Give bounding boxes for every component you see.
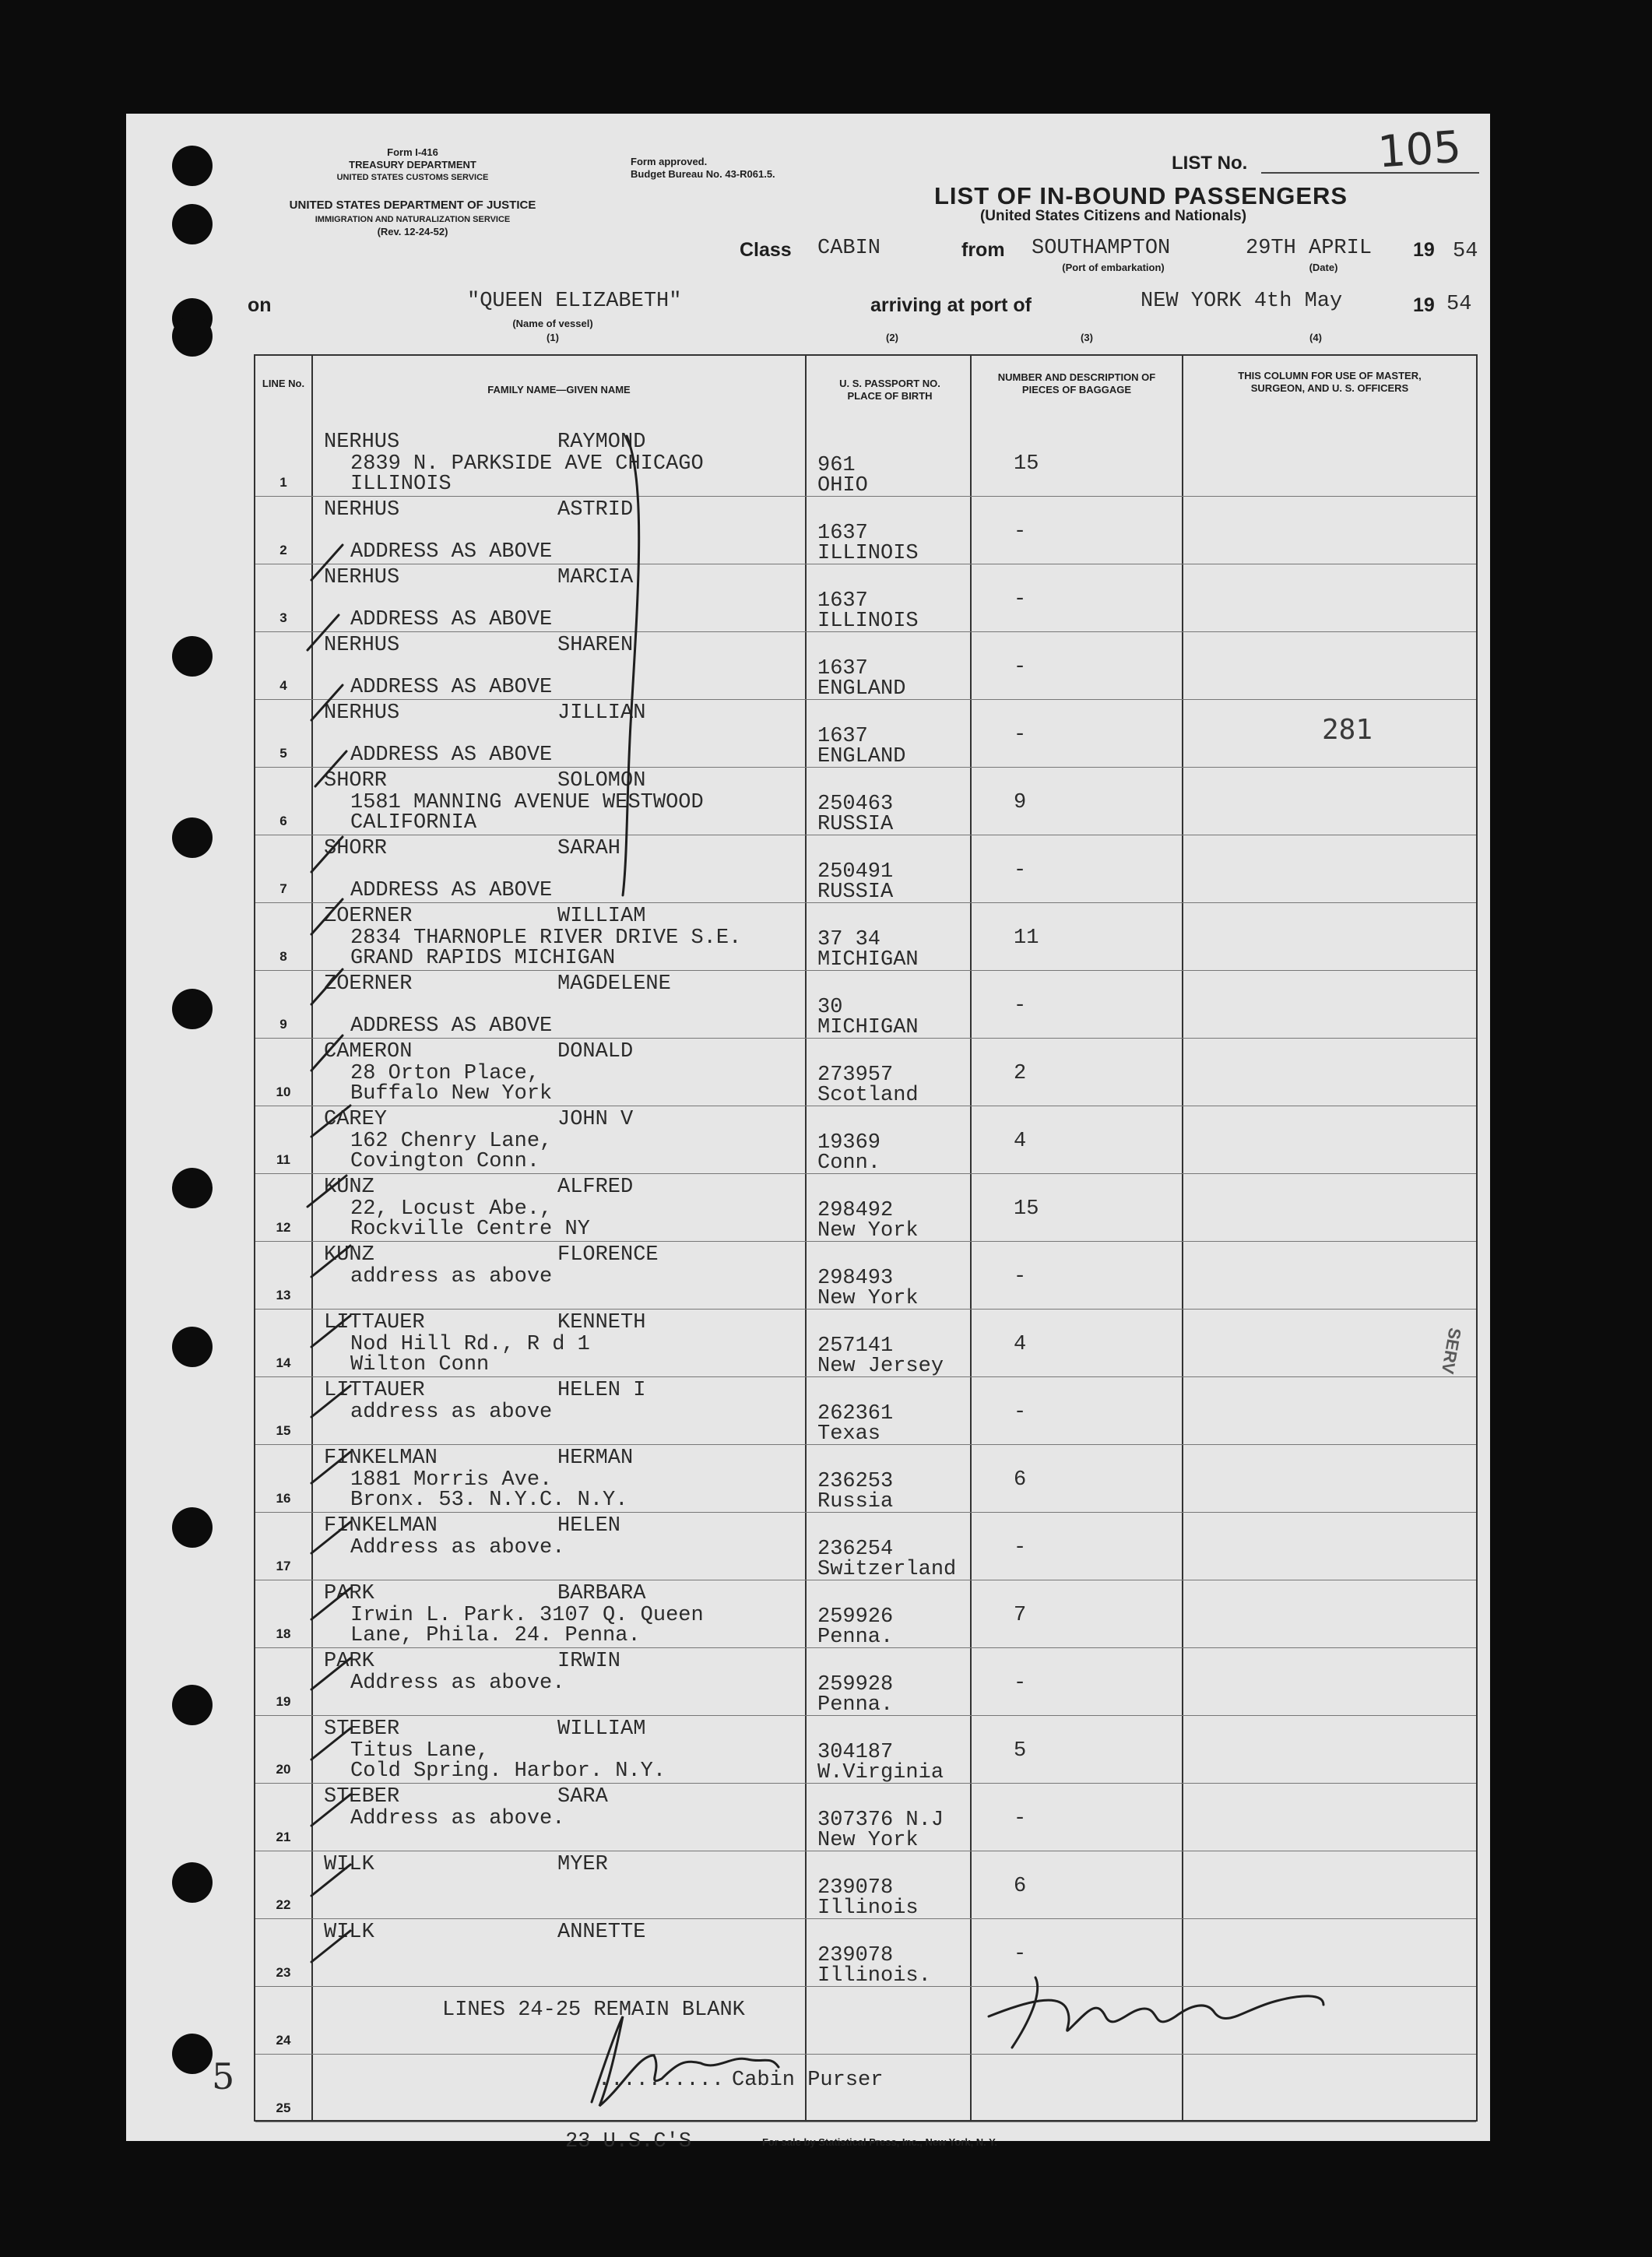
family-name: PARK bbox=[324, 1582, 374, 1605]
given-name: JILLIAN bbox=[557, 701, 646, 725]
passport-number: 250491 bbox=[817, 860, 894, 884]
baggage-count: - bbox=[1014, 656, 1027, 679]
address-line-1: 162 Chenry Lane, bbox=[350, 1130, 553, 1153]
table-row bbox=[255, 1987, 1476, 2055]
family-name: WILK bbox=[324, 1921, 374, 1944]
baggage-count: - bbox=[1014, 859, 1027, 882]
family-name: ZOERNER bbox=[324, 972, 413, 996]
line-number: 19 bbox=[276, 1694, 291, 1709]
arrival-port-value: NEW YORK 4th May bbox=[1141, 290, 1343, 313]
header-passport: U. S. PASSPORT NO. PLACE OF BIRTH bbox=[839, 378, 940, 402]
binder-hole bbox=[172, 1862, 213, 1903]
family-name: KUNZ bbox=[324, 1176, 374, 1199]
on-label: on bbox=[248, 294, 272, 316]
binder-hole bbox=[172, 1168, 213, 1208]
address-line-1: 2834 THARNOPLE RIVER DRIVE S.E. bbox=[350, 926, 742, 950]
passport-number: 257141 bbox=[817, 1334, 894, 1358]
vessel-name-label: (Name of vessel) bbox=[512, 318, 593, 329]
line-number: 7 bbox=[279, 881, 287, 896]
family-name: WILK bbox=[324, 1853, 374, 1876]
family-name: STEBER bbox=[324, 1785, 400, 1809]
passport-number: 1637 bbox=[817, 657, 868, 680]
line-number: 22 bbox=[276, 1897, 291, 1912]
line-number: 4 bbox=[279, 678, 287, 693]
place-of-birth: New York bbox=[817, 1219, 919, 1243]
passport-number: 239078 bbox=[817, 1876, 894, 1900]
table-row bbox=[255, 1310, 1476, 1377]
family-name: FINKELMAN bbox=[324, 1447, 438, 1470]
family-name: NERHUS bbox=[324, 566, 400, 589]
line-number: 5 bbox=[279, 746, 287, 761]
baggage-count: - bbox=[1014, 723, 1027, 747]
purser-dots: .......... bbox=[598, 2069, 725, 2092]
embarkation-port-label: (Port of embarkation) bbox=[1062, 262, 1165, 273]
place-of-birth: RUSSIA bbox=[817, 881, 894, 904]
family-name: STEBER bbox=[324, 1717, 400, 1741]
address-line-2: Wilton Conn bbox=[350, 1353, 490, 1376]
address-line-1: 22, Locust Abe., bbox=[350, 1197, 553, 1221]
baggage-count: 11 bbox=[1014, 926, 1039, 950]
officer-number: 281 bbox=[1322, 714, 1373, 746]
line-number: 8 bbox=[279, 949, 287, 964]
table-row bbox=[255, 1784, 1476, 1851]
line-number: 14 bbox=[276, 1355, 291, 1370]
header-line-no: LINE No. bbox=[262, 378, 305, 389]
place-of-birth: ENGLAND bbox=[817, 677, 906, 701]
binder-hole bbox=[172, 817, 213, 858]
address-line-1: 28 Orton Place, bbox=[350, 1062, 540, 1085]
passport-number: 304187 bbox=[817, 1741, 894, 1764]
place-of-birth: Penna. bbox=[817, 1626, 894, 1649]
place-of-birth: MICHIGAN bbox=[817, 1016, 919, 1039]
header-officers: THIS COLUMN FOR USE OF MASTER, SURGEON, AND U. S. OFFICERS bbox=[1238, 370, 1422, 394]
given-name: ASTRID bbox=[557, 498, 634, 522]
header-family-name: FAMILY NAME—GIVEN NAME bbox=[487, 384, 631, 396]
column-number-1: (1) bbox=[547, 332, 559, 343]
table-row bbox=[255, 497, 1476, 564]
line-number: 1 bbox=[279, 475, 287, 490]
document-subtitle: (United States Citizens and Nationals) bbox=[979, 208, 1247, 224]
place-of-birth: Conn. bbox=[817, 1151, 881, 1175]
given-name: DONALD bbox=[557, 1040, 634, 1063]
binder-hole bbox=[172, 989, 213, 1029]
given-name: KENNETH bbox=[557, 1311, 646, 1334]
address-line-2: ADDRESS AS ABOVE bbox=[350, 676, 553, 699]
passport-number: 1637 bbox=[817, 725, 868, 748]
line-number: 20 bbox=[276, 1762, 291, 1777]
passport-number: 236254 bbox=[817, 1538, 894, 1561]
address-line-1: address as above bbox=[350, 1265, 553, 1288]
family-name: NERHUS bbox=[324, 498, 400, 522]
binder-hole bbox=[172, 316, 213, 357]
baggage-count: - bbox=[1014, 1807, 1027, 1830]
given-name: WILLIAM bbox=[557, 1717, 646, 1741]
passport-number: 259926 bbox=[817, 1605, 894, 1629]
table-row bbox=[255, 1851, 1476, 1919]
passport-number: 37 34 bbox=[817, 928, 881, 951]
address-line-1: Address as above. bbox=[350, 1536, 565, 1559]
passport-number: 236253 bbox=[817, 1470, 894, 1493]
line-number: 2 bbox=[279, 543, 287, 557]
passport-number: 1637 bbox=[817, 522, 868, 545]
place-of-birth: ILLINOIS bbox=[817, 610, 919, 633]
table-row bbox=[255, 971, 1476, 1039]
address-line-1: Nod Hill Rd., R d 1 bbox=[350, 1333, 590, 1356]
given-name: SARA bbox=[557, 1785, 608, 1809]
table-row bbox=[255, 1106, 1476, 1174]
family-name: SHORR bbox=[324, 837, 388, 860]
passenger-table bbox=[254, 354, 1478, 2122]
given-name: SARAH bbox=[557, 837, 621, 860]
customs-service: UNITED STATES CUSTOMS SERVICE bbox=[336, 173, 489, 182]
footer-print: For sale by Statistical Press, Inc., New York, N. Y. bbox=[761, 2136, 998, 2148]
baggage-count: 15 bbox=[1014, 452, 1039, 476]
family-name: KUNZ bbox=[324, 1243, 374, 1267]
address-line-2: Lane, Phila. 24. Penna. bbox=[350, 1624, 641, 1647]
given-name: HERMAN bbox=[557, 1447, 634, 1470]
family-name: NERHUS bbox=[324, 634, 400, 657]
arrival-year-value: 54 bbox=[1446, 293, 1472, 316]
arriving-label: arriving at port of bbox=[870, 294, 1032, 316]
place-of-birth: New Jersey bbox=[817, 1355, 944, 1378]
passport-number: 19369 bbox=[817, 1131, 881, 1155]
address-line-2: ADDRESS AS ABOVE bbox=[350, 1014, 553, 1038]
line-number: 12 bbox=[276, 1220, 291, 1235]
place-of-birth: Illinois bbox=[817, 1897, 919, 1920]
line-number: 25 bbox=[276, 2101, 291, 2115]
address-line-1: Address as above. bbox=[350, 1807, 565, 1830]
line-number: 11 bbox=[276, 1152, 290, 1167]
address-line-2: Covington Conn. bbox=[350, 1150, 540, 1173]
justice-department: UNITED STATES DEPARTMENT OF JUSTICE bbox=[289, 199, 536, 212]
table-row bbox=[255, 835, 1476, 903]
document-title: LIST OF IN-BOUND PASSENGERS bbox=[934, 182, 1348, 209]
baggage-count: 4 bbox=[1014, 1130, 1027, 1153]
line-number: 21 bbox=[276, 1830, 291, 1844]
column-number-3: (3) bbox=[1081, 332, 1093, 343]
list-no-label: LIST No. bbox=[1172, 153, 1248, 174]
binder-hole bbox=[172, 1685, 213, 1725]
family-name: SHORR bbox=[324, 769, 388, 793]
baggage-count: - bbox=[1014, 588, 1027, 611]
table-row bbox=[255, 1445, 1476, 1513]
table-row bbox=[255, 1039, 1476, 1106]
binder-hole bbox=[172, 636, 213, 677]
family-name: LITTAUER bbox=[324, 1311, 425, 1334]
passport-number: 298492 bbox=[817, 1199, 894, 1222]
address-line-2: Buffalo New York bbox=[350, 1082, 553, 1106]
address-line-2: Rockville Centre NY bbox=[350, 1218, 590, 1241]
address-line-2: ADDRESS AS ABOVE bbox=[350, 879, 553, 902]
table-row bbox=[255, 768, 1476, 835]
baggage-count: - bbox=[1014, 994, 1027, 1018]
place-of-birth: New York bbox=[817, 1287, 919, 1310]
passport-number: 273957 bbox=[817, 1063, 894, 1087]
line-number: 23 bbox=[276, 1965, 291, 1980]
column-number-2: (2) bbox=[886, 332, 898, 343]
departure-year-value: 54 bbox=[1453, 240, 1478, 263]
address-line-1: 1881 Morris Ave. bbox=[350, 1468, 553, 1492]
line-number: 24 bbox=[276, 2033, 291, 2048]
passport-number: 259928 bbox=[817, 1673, 894, 1696]
passport-number: 1637 bbox=[817, 589, 868, 613]
baggage-count: 15 bbox=[1014, 1197, 1039, 1221]
baggage-count: - bbox=[1014, 1265, 1027, 1288]
given-name: BARBARA bbox=[557, 1582, 646, 1605]
binder-hole bbox=[172, 2034, 213, 2074]
given-name: JOHN V bbox=[557, 1108, 634, 1131]
class-value: CABIN bbox=[817, 237, 881, 260]
class-label: Class bbox=[740, 239, 792, 261]
footer-stamp: 23 U.S.C'S bbox=[565, 2130, 692, 2153]
baggage-count: - bbox=[1014, 1942, 1027, 1966]
table-row bbox=[255, 429, 1476, 497]
given-name: IRWIN bbox=[557, 1650, 621, 1673]
line-number: 16 bbox=[276, 1491, 291, 1506]
place-of-birth: Penna. bbox=[817, 1693, 894, 1717]
address-line-1: 1581 MANNING AVENUE WESTWOOD bbox=[350, 791, 704, 814]
immigration-service: IMMIGRATION AND NATURALIZATION SERVICE bbox=[315, 215, 511, 224]
remain-blank-note: LINES 24-25 REMAIN BLANK bbox=[442, 1999, 745, 2022]
place-of-birth: OHIO bbox=[817, 474, 868, 497]
line-number: 6 bbox=[279, 814, 287, 828]
header-baggage: NUMBER AND DESCRIPTION OF PIECES OF BAGGAGE bbox=[997, 371, 1156, 396]
passport-number: 30 bbox=[817, 996, 843, 1019]
baggage-count: 5 bbox=[1014, 1739, 1027, 1763]
passport-number: 961 bbox=[817, 454, 856, 477]
family-name: NERHUS bbox=[324, 431, 400, 454]
address-line-1: Address as above. bbox=[350, 1672, 565, 1695]
table-row bbox=[255, 700, 1476, 768]
line-number: 13 bbox=[276, 1288, 291, 1303]
table-row bbox=[255, 1174, 1476, 1242]
margin-mark: 5 bbox=[212, 2055, 235, 2097]
form-approved: Form approved. bbox=[631, 156, 708, 167]
given-name: WILLIAM bbox=[557, 905, 646, 928]
table-row bbox=[255, 1513, 1476, 1580]
given-name: MARCIA bbox=[557, 566, 634, 589]
passport-number: 239078 bbox=[817, 1944, 894, 1967]
line-number: 3 bbox=[279, 610, 287, 625]
binder-hole bbox=[172, 1327, 213, 1367]
address-line-2: ADDRESS AS ABOVE bbox=[350, 540, 553, 564]
baggage-count: 4 bbox=[1014, 1333, 1027, 1356]
place-of-birth: W.Virginia bbox=[817, 1761, 944, 1784]
given-name: HELEN bbox=[557, 1514, 621, 1538]
given-name: MYER bbox=[557, 1853, 608, 1876]
place-of-birth: RUSSIA bbox=[817, 813, 894, 836]
table-row bbox=[255, 632, 1476, 700]
place-of-birth: ENGLAND bbox=[817, 745, 906, 768]
line-number: 15 bbox=[276, 1423, 291, 1438]
embarkation-port-value: SOUTHAMPTON bbox=[1032, 237, 1171, 260]
address-line-1: Titus Lane, bbox=[350, 1739, 490, 1763]
table-row bbox=[255, 1716, 1476, 1784]
form-number: Form I-416 bbox=[387, 146, 438, 158]
column-number-4: (4) bbox=[1309, 332, 1322, 343]
binder-hole bbox=[172, 146, 213, 186]
purser-label: Cabin Purser bbox=[732, 2069, 884, 2092]
table-row bbox=[255, 903, 1476, 971]
binder-hole bbox=[172, 204, 213, 244]
address-line-1: Irwin L. Park. 3107 Q. Queen bbox=[350, 1604, 704, 1627]
vessel-name-value: "QUEEN ELIZABETH" bbox=[467, 290, 682, 313]
family-name: CAMERON bbox=[324, 1040, 413, 1063]
passport-number: 250463 bbox=[817, 793, 894, 816]
budget-bureau: Budget Bureau No. 43-R061.5. bbox=[631, 168, 775, 180]
passport-number: 298493 bbox=[817, 1267, 894, 1290]
place-of-birth: Russia bbox=[817, 1490, 894, 1513]
given-name: HELEN I bbox=[557, 1379, 646, 1402]
given-name: RAYMOND bbox=[557, 431, 646, 454]
baggage-count: 7 bbox=[1014, 1604, 1027, 1627]
family-name: CAREY bbox=[324, 1108, 388, 1131]
table-row bbox=[255, 1648, 1476, 1716]
given-name: FLORENCE bbox=[557, 1243, 659, 1267]
address-line-2: ILLINOIS bbox=[350, 473, 452, 496]
table-row bbox=[255, 1580, 1476, 1648]
place-of-birth: Texas bbox=[817, 1422, 881, 1446]
family-name: NERHUS bbox=[324, 701, 400, 725]
place-of-birth: Switzerland bbox=[817, 1558, 957, 1581]
passport-number: 262361 bbox=[817, 1402, 894, 1426]
place-of-birth: Scotland bbox=[817, 1084, 919, 1107]
from-label: from bbox=[961, 239, 1005, 261]
address-line-2: Cold Spring. Harbor. N.Y. bbox=[350, 1760, 666, 1783]
address-line-2: Bronx. 53. N.Y.C. N.Y. bbox=[350, 1489, 628, 1512]
baggage-count: 2 bbox=[1014, 1062, 1027, 1085]
given-name: ALFRED bbox=[557, 1176, 634, 1199]
line-number: 17 bbox=[276, 1559, 291, 1573]
line-number: 18 bbox=[276, 1626, 291, 1641]
place-of-birth: MICHIGAN bbox=[817, 948, 919, 972]
address-line-1: 2839 N. PARKSIDE AVE CHICAGO bbox=[350, 452, 704, 476]
address-line-2: GRAND RAPIDS MICHIGAN bbox=[350, 947, 616, 970]
table-row bbox=[255, 1377, 1476, 1445]
baggage-count: 9 bbox=[1014, 791, 1027, 814]
line-number: 10 bbox=[276, 1085, 291, 1099]
table-row bbox=[255, 1242, 1476, 1310]
passport-number: 307376 N.J bbox=[817, 1809, 944, 1832]
arrival-year-prefix: 19 bbox=[1413, 294, 1435, 316]
customs-stamp-fragment: SERV bbox=[1437, 1326, 1465, 1376]
baggage-count: - bbox=[1014, 1401, 1027, 1424]
family-name: LITTAUER bbox=[324, 1379, 425, 1402]
family-name: FINKELMAN bbox=[324, 1514, 438, 1538]
family-name: PARK bbox=[324, 1650, 374, 1673]
family-name: ZOERNER bbox=[324, 905, 413, 928]
table-row bbox=[255, 1919, 1476, 1987]
address-line-2: ADDRESS AS ABOVE bbox=[350, 744, 553, 767]
treasury-department: TREASURY DEPARTMENT bbox=[349, 159, 476, 171]
place-of-birth: Illinois. bbox=[817, 1964, 931, 1988]
baggage-count: - bbox=[1014, 1672, 1027, 1695]
given-name: SOLOMON bbox=[557, 769, 646, 793]
address-line-2: CALIFORNIA bbox=[350, 811, 477, 835]
list-number-handwritten: 105 bbox=[1376, 121, 1464, 178]
given-name: ANNETTE bbox=[557, 1921, 646, 1944]
baggage-count: 6 bbox=[1014, 1468, 1027, 1492]
form-revision: (Rev. 12-24-52) bbox=[377, 226, 448, 237]
departure-date-value: 29TH APRIL bbox=[1246, 237, 1373, 260]
baggage-count: - bbox=[1014, 1536, 1027, 1559]
place-of-birth: New York bbox=[817, 1829, 919, 1852]
given-name: MAGDELENE bbox=[557, 972, 671, 996]
baggage-count: 6 bbox=[1014, 1875, 1027, 1898]
place-of-birth: ILLINOIS bbox=[817, 542, 919, 565]
line-number: 9 bbox=[279, 1017, 287, 1032]
date-label: (Date) bbox=[1309, 262, 1338, 273]
given-name: SHAREN bbox=[557, 634, 634, 657]
address-line-2: ADDRESS AS ABOVE bbox=[350, 608, 553, 631]
departure-year-prefix: 19 bbox=[1413, 239, 1435, 261]
address-line-1: address as above bbox=[350, 1401, 553, 1424]
baggage-count: - bbox=[1014, 520, 1027, 543]
table-row bbox=[255, 564, 1476, 632]
binder-hole bbox=[172, 1507, 213, 1548]
